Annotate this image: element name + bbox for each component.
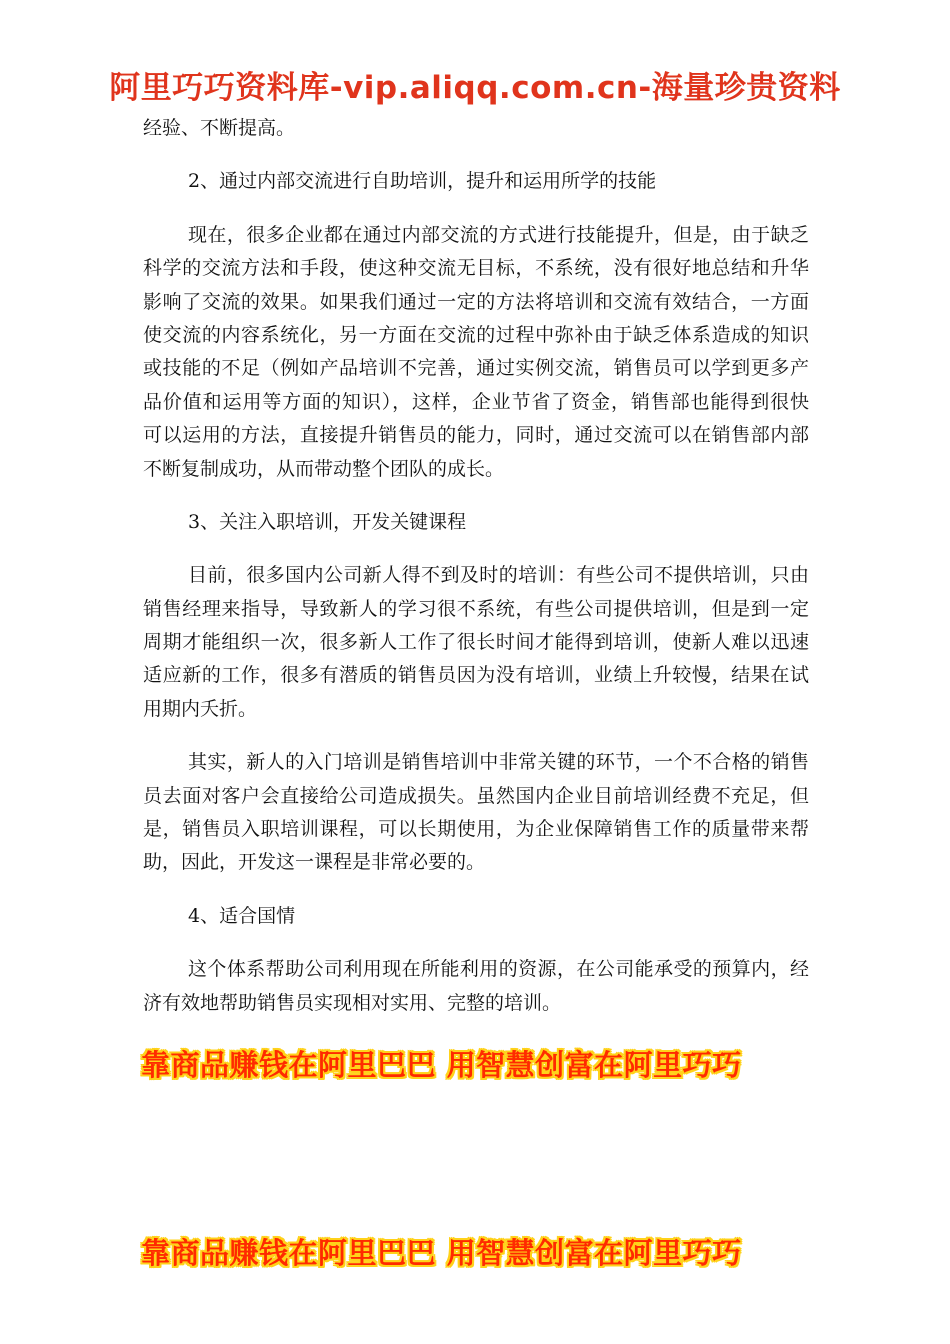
paragraph-gap [143,880,809,900]
paragraph-line: 科学的交流方法和手段，使这种交流无目标，不系统，没有很好地总结和升华 [143,257,809,280]
paragraph-gap [143,726,809,746]
paragraph-line: 适应新的工作，很多有潜质的销售员因为没有培训，业绩上升较慢，结果在试 [143,664,809,687]
paragraph-2 [143,559,809,726]
paragraph-3 [143,746,809,880]
paragraph-line: 使交流的内容系统化，另一方面在交流的过程中弥补由于缺乏体系造成的知识 [143,323,809,346]
paragraph-line: 品价值和运用等方面的知识），这样，企业节省了资金，销售部也能得到很快 [143,390,809,413]
section-heading-2: 2、通过内部交流进行自助培训，提升和运用所学的技能 [188,170,657,193]
paragraph-line: 这个体系帮助公司利用现在所能利用的资源，在公司能承受的预算内，经 [188,958,809,981]
paragraph-gap [143,145,809,165]
paragraph-line: 助，因此，开发这一课程是非常必要的。 [143,851,486,874]
paragraph-line: 用期内夭折。 [143,697,258,720]
paragraph-line: 员去面对客户会直接给公司造成损失。虽然国内企业目前培训经费不充足，但 [143,784,809,807]
paragraph-gap [143,199,809,219]
paragraph-line: 不断复制成功，从而带动整个团队的成长。 [143,457,505,480]
paragraph-line: 济有效地帮助销售员实现相对实用、完整的培训。 [143,991,562,1014]
paragraph-line: 其实，新人的入门培训是销售培训中非常关键的环节，一个不合格的销售 [188,751,809,774]
section-heading-3: 3、关注入职培训，开发关键课程 [188,510,467,533]
paragraph-line: 是，销售员入职培训课程，可以长期使用，为企业保障销售工作的质量带来帮 [143,818,809,841]
paragraph-line: 周期才能组织一次，很多新人工作了很长时间才能得到培训，使新人难以迅速 [143,631,809,654]
paragraph-4 [143,953,809,1020]
paragraph-continuation: 经验、不断提高。 [143,117,296,139]
header-banner: 阿里巧巧资料库-vip.aliqq.com.cn-海量珍贵资料 [109,70,841,106]
paragraph-gap [143,486,809,506]
paragraph-gap [143,539,809,559]
paragraph-gap [143,933,809,953]
section-heading-4: 4、适合国情 [188,904,296,927]
paragraph-line: 影响了交流的效果。如果我们通过一定的方法将培训和交流有效结合，一方面 [143,290,809,313]
paragraph-line: 现在，很多企业都在通过内部交流的方式进行技能提升，但是，由于缺乏 [188,223,809,246]
footer-slogan-banner: 靠商品赚钱在阿里巴巴 用智慧创富在阿里巧巧 [141,1048,742,1082]
footer-slogan-banner: 靠商品赚钱在阿里巴巴 用智慧创富在阿里巧巧 [141,1236,742,1270]
paragraph-line: 可以运用的方法，直接提升销售员的能力，同时，通过交流可以在销售部内部 [143,424,809,447]
document-body [143,112,809,1020]
paragraph-line: 目前，很多国内公司新人得不到及时的培训：有些公司不提供培训，只由 [188,564,809,587]
paragraph-line: 销售经理来指导，导致新人的学习很不系统，有些公司提供培训，但是到一定 [143,597,809,620]
paragraph-1 [143,219,809,486]
paragraph-line: 或技能的不足（例如产品培训不完善，通过实例交流，销售员可以学到更多产 [143,357,809,380]
